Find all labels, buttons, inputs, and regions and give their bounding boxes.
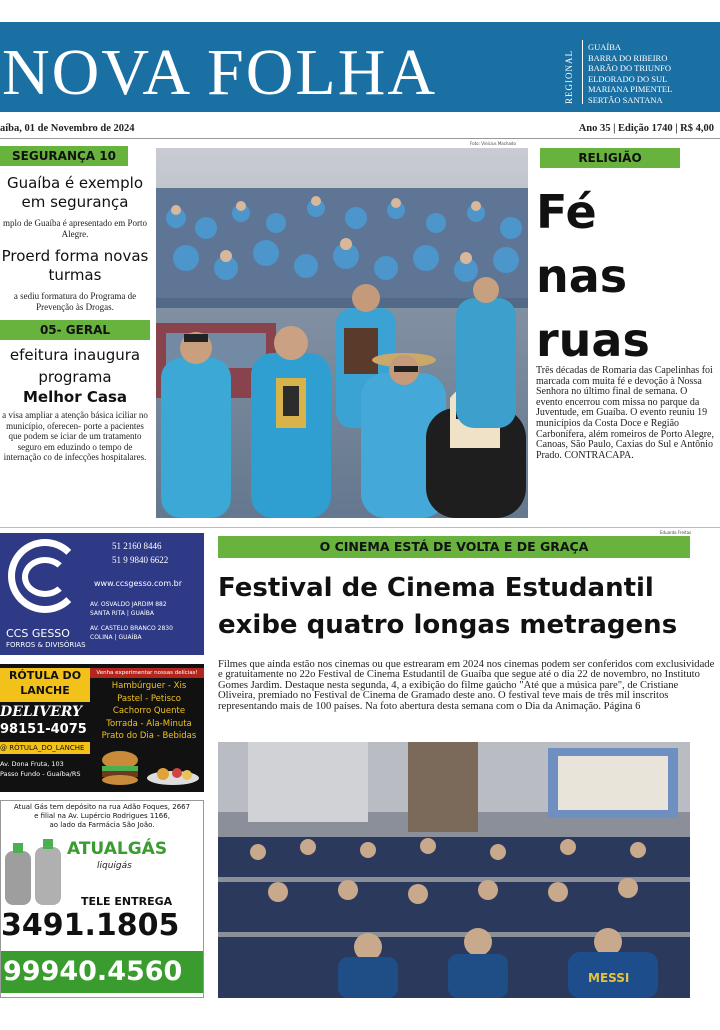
menu-item: Pastel - Petisco: [117, 693, 181, 704]
rotula-address: Av. Dona Fruta, 103: [0, 760, 64, 768]
gas-address-line: Atual Gás tem depósito na rua Adão Foques, 2667: [13, 803, 191, 811]
gas-address-line: ao lado da Farmácia São João.: [49, 821, 155, 829]
headline-line: nas: [536, 249, 628, 303]
cinema-audience-photo[interactable]: [218, 742, 690, 998]
headline-line: ruas: [536, 313, 650, 367]
story-summary: a sediu formatura do Programa de Prevenção às Drogas.: [13, 291, 137, 312]
ad-rotula-do-lanche[interactable]: [0, 664, 204, 792]
ccs-phone: 51 2160 8446: [112, 541, 162, 551]
photo-credit: Eduarda Freitas: [660, 530, 692, 535]
photo-credit: Foto: Vinícius Machado: [470, 141, 516, 146]
gas-phone-landline[interactable]: 3491.1805: [1, 908, 180, 943]
menu-item: Hambúrguer - Xis: [111, 681, 187, 691]
town-name: ELDORADO DO SUL: [588, 73, 668, 84]
rotula-menu: [94, 680, 204, 743]
messi-shirt-text: MESSI: [588, 971, 630, 985]
liquigas-logo: liquigás: [97, 861, 132, 871]
snack-plate-icon: [145, 762, 201, 786]
ccs-address: AV. OSVALDO JARDIM 882: [90, 601, 167, 608]
rotula-address: Passo Fundo - Guaíba/RS: [0, 770, 81, 778]
gas-cylinder-icon: [1, 837, 65, 907]
gas-phone-mobile[interactable]: 99940.4560: [3, 956, 183, 987]
town-name: GUAÍBA: [588, 42, 622, 52]
left-column: [0, 146, 150, 463]
headline-line: exibe quatro longas metragens: [218, 610, 678, 640]
rotula-phone[interactable]: 98151-4075: [0, 722, 87, 737]
gas-tele-entrega: TELE ENTREGA: [81, 895, 173, 908]
ccs-website[interactable]: www.ccsgesso.com.br: [94, 579, 183, 588]
story-headline[interactable]: efeitura inaugura programa: [9, 346, 141, 386]
ccs-address: SANTA RITA | GUAÍBA: [90, 610, 154, 617]
story-headline[interactable]: Guaíba é exemplo em segurança: [6, 174, 144, 211]
section-tag-cinema[interactable]: O CINEMA ESTÁ DE VOLTA E DE GRAÇA: [218, 536, 690, 558]
story-headline[interactable]: Proerd forma novas turmas: [1, 247, 149, 284]
gas-brand: ATUALGÁS: [67, 839, 168, 859]
gas-address-line: e filial na Av. Lupércio Rodrigues 1166,: [34, 812, 170, 820]
headline-line: Fé: [536, 185, 597, 239]
town-name: BARÃO DO TRIUNFO: [588, 63, 671, 73]
ccs-address: COLINA | GUAÍBA: [90, 634, 142, 641]
town-name: BARRA DO RIBEIRO: [588, 52, 668, 63]
menu-item: Torrada - Ala-Minuta: [106, 718, 192, 729]
rotula-banner: Venha experimentar nossas delícias!: [90, 668, 204, 678]
gas-address-text: [3, 803, 201, 830]
menu-item: Cachorro Quente: [112, 706, 186, 716]
newspaper-title: NOVA FOLHA: [2, 36, 438, 109]
dateline-rule: [0, 138, 720, 139]
menu-item: Prato do Dia - Bebidas: [101, 731, 197, 741]
ccs-tagline: FORROS & DIVISÓRIAS: [6, 641, 86, 649]
cinema-headline[interactable]: [218, 570, 714, 644]
cinema-article-body: Filmes que ainda estão nos cinemas ou que estrearam em 2024 nos cinemas podem ser conferidos com exclusividade e gratuitamente no 22o Festival de Cinema Estudantil de Guaíba que segue até o dia 22 de novembro, no Instituto Gomes Jardim. Destaque nesta segunda, 4, a exibição do filme gaúcho "Até que a música pare", de Cristiane Oliveira, premiado no Festival de Cinema de Gramado deste ano. O festival teve mais de três mil inscritos representando mais de 100 países. Na foto abertura desta semana com o Dia da Animação. Página 6: [218, 659, 715, 712]
rotula-social[interactable]: @ RÓTULA_DO_LANCHE: [0, 742, 90, 754]
section-tag-seguranca[interactable]: SEGURANÇA 10: [0, 146, 128, 166]
regional-label: REGIONAL: [564, 50, 574, 104]
ccs-phone: 51 9 9840 6622: [112, 555, 169, 565]
rotula-delivery: DELIVERY: [0, 704, 82, 720]
ccs-name: CCS GESSO: [6, 627, 70, 640]
town-name: SERTÃO SANTANA: [588, 94, 663, 105]
burger-icon: [100, 748, 140, 788]
ad-atual-gas[interactable]: [0, 800, 204, 998]
religion-article-body: Três décadas de Romaria das Capelinhas foi marcada com muita fé e devoção à Nossa Senhora no último final de semana. O evento encerrou com missa no parque da Juventude, em Guaíba. O evento reuniu 19 municípios da Costa Doce e Região Carbonífera, além romeiros de Porto Alegre, Canoas, São Paulo, Caxias do Sul e Antônio Prado. CONTRACAPA.: [536, 365, 714, 461]
masthead-divider: [582, 40, 583, 104]
town-name: MARIANA PIMENTEL: [588, 84, 673, 94]
religion-headline[interactable]: [536, 180, 650, 372]
section-tag-religiao[interactable]: RELIGIÃO: [540, 148, 680, 168]
towns-list: [588, 42, 672, 105]
ccs-logo-inner: [22, 557, 68, 597]
issue-date: aíba, 01 de Novembro de 2024: [0, 123, 135, 134]
headline-line: Festival de Cinema Estudantil: [218, 573, 654, 603]
issue-number-price: Ano 35 | Edição 1740 | R$ 4,00: [578, 123, 714, 134]
ccs-address: AV. CASTELO BRANCO 2830: [90, 625, 173, 632]
rotula-logo: RÓTULA DO LANCHE: [0, 668, 90, 702]
story-summary: mplo de Guaíba é apresentado em Porto Alegre.: [3, 218, 147, 239]
section-tag-geral[interactable]: 05- GERAL: [0, 320, 150, 340]
section-rule: [0, 527, 720, 528]
story-headline-sub: Melhor Casa: [22, 388, 128, 406]
story-summary: a visa ampliar a atenção básica iciliar no município, oferecen- porte a pacientes que podem se iciar de um tratamento seguro em eduzindo o tempo de internação co de infecções hospitalares.: [2, 410, 148, 462]
ad-ccs-gesso[interactable]: [0, 533, 204, 655]
romaria-photo[interactable]: [156, 148, 528, 518]
